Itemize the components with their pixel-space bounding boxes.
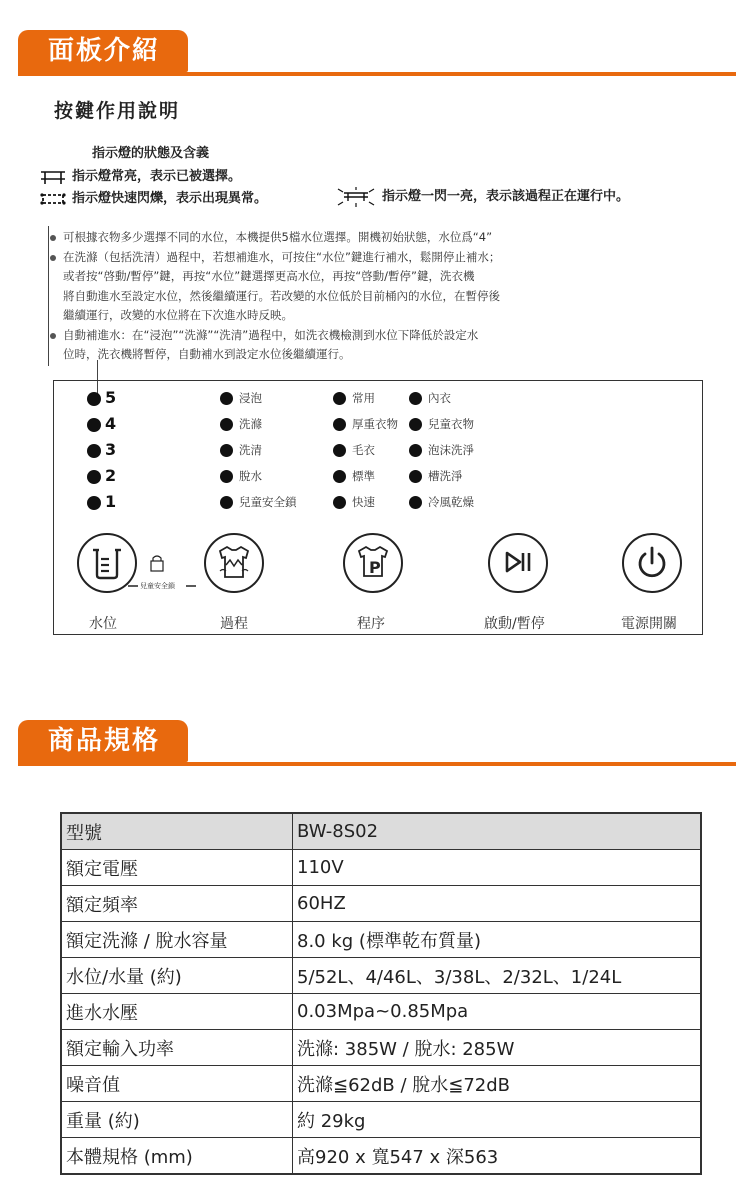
control-panel [53, 380, 703, 635]
lamp-fast-blink-icon [40, 192, 66, 206]
process-indicator [220, 385, 297, 411]
power-label: 電源開關 [621, 616, 677, 632]
process-indicator [220, 463, 297, 489]
child-lock-indicator [120, 553, 210, 593]
program-label: 標準 [352, 469, 375, 483]
table-row [61, 994, 701, 1030]
section-rule [18, 762, 736, 766]
indicator-dot [333, 470, 346, 483]
legend-blink-row [336, 185, 629, 207]
spec-value: 洗滌≦62dB / 脫水≦72dB [293, 1066, 702, 1102]
child-lock-label: 兒童安全鎖 [140, 582, 175, 590]
level-label: 1 [105, 492, 117, 511]
water-level-indicators [87, 385, 116, 515]
program-label: 內衣 [428, 391, 451, 405]
spec-table [60, 812, 702, 1175]
program-indicator [333, 437, 398, 463]
table-row [61, 1138, 701, 1175]
start-pause-label: 啟動/暫停 [484, 616, 545, 632]
legend-steady-row [40, 165, 241, 185]
table-row [61, 958, 701, 994]
note-line: 可根據衣物多少選擇不同的水位，本機提供5檔水位選擇。開機初始狀態，水位爲“4” [53, 228, 653, 248]
indicator-dot [333, 444, 346, 457]
process-label: 洗滌 [239, 417, 262, 431]
program-indicators-2 [409, 385, 474, 515]
spec-key: 型號 [61, 813, 293, 850]
level-label: 4 [105, 414, 117, 433]
spec-value: 洗滌: 385W / 脫水: 285W [293, 1030, 702, 1066]
spec-value: 60HZ [293, 886, 702, 922]
program-label: 常用 [352, 391, 375, 405]
spec-value: 高920 x 寬547 x 深563 [293, 1138, 702, 1175]
legend-heading: 指示燈的狀態及含義 [92, 146, 210, 161]
indicator-dot [87, 444, 101, 458]
level-label: 2 [105, 466, 117, 485]
spec-value: BW-8S02 [293, 813, 702, 850]
start-pause-button[interactable] [488, 533, 548, 593]
program-indicators-1 [333, 385, 398, 515]
spec-value: 110V [293, 850, 702, 886]
spec-key: 額定頻率 [61, 886, 293, 922]
indicator-dot [87, 496, 101, 510]
process-indicator [220, 411, 297, 437]
indicator-dot [409, 496, 422, 509]
indicator-dot [333, 392, 346, 405]
lamp-steady-icon [40, 169, 66, 185]
power-button[interactable] [622, 533, 682, 593]
process-label: 兒童安全鎖 [239, 495, 297, 509]
indicator-dot [220, 392, 233, 405]
indicator-dot [87, 418, 101, 432]
program-indicator [333, 489, 398, 515]
indicator-dot [409, 444, 422, 457]
section-title: 面板介紹 [18, 30, 188, 72]
power-icon [624, 535, 680, 591]
program-indicator [333, 411, 398, 437]
program-label: 快速 [352, 495, 375, 509]
legend-steady-text: 指示燈常亮，表示已被選擇。 [72, 169, 242, 184]
table-row [61, 1066, 701, 1102]
section-header-spec [18, 720, 736, 766]
spec-key: 額定洗滌 / 脫水容量 [61, 922, 293, 958]
note-line: 或者按“啓動/暫停”鍵，再按“水位”鍵選擇更高水位，再按“啓動/暫停”鍵，洗衣機 [63, 269, 475, 283]
spec-key: 額定電壓 [61, 850, 293, 886]
program-label: 冷風乾燥 [428, 495, 474, 509]
table-row [61, 1030, 701, 1066]
program-indicator [409, 463, 474, 489]
table-row [61, 813, 701, 850]
program-indicator [409, 437, 474, 463]
spec-key: 進水水壓 [61, 994, 293, 1030]
spec-value: 約 29kg [293, 1102, 702, 1138]
program-button-label: 程序 [357, 616, 385, 632]
note-line: 在洗滌（包括洗清）過程中，若想補進水，可按住“水位”鍵進行補水，鬆開停止補水； [53, 248, 653, 268]
callout-line [48, 226, 49, 366]
level-label: 5 [105, 388, 117, 407]
program-indicator [333, 385, 398, 411]
level-indicator [87, 489, 116, 515]
process-indicators [220, 385, 297, 515]
indicator-dot [333, 496, 346, 509]
process-button[interactable] [204, 533, 264, 593]
shirt-icon [206, 535, 262, 591]
legend-blink-text: 指示燈一閃一亮，表示該過程正在運行中。 [382, 189, 630, 204]
indicator-dot [409, 470, 422, 483]
spec-value: 5/52L、4/46L、3/38L、2/32L、1/24L [293, 958, 702, 994]
legend-fast-text: 指示燈快速閃爍，表示出現異常。 [72, 191, 268, 206]
lamp-blink-icon [336, 187, 376, 207]
indicator-dot [87, 470, 101, 484]
program-indicator [409, 411, 474, 437]
process-label: 脫水 [239, 469, 262, 483]
program-label: 厚重衣物 [352, 417, 398, 431]
indicator-dot [333, 418, 346, 431]
note-line: 繼續運行，改變的水位將在下次進水時反映。 [63, 308, 293, 322]
indicator-dot [220, 444, 233, 457]
level-label: 3 [105, 440, 117, 459]
table-row [61, 850, 701, 886]
indicator-dot [220, 470, 233, 483]
program-label: 泡沫洗淨 [428, 443, 474, 457]
indicator-dot [409, 392, 422, 405]
spec-key: 噪音值 [61, 1066, 293, 1102]
program-label: 毛衣 [352, 443, 375, 457]
spec-key: 本體規格 (mm) [61, 1138, 293, 1175]
spec-key: 額定輸入功率 [61, 1030, 293, 1066]
indicator-dot [87, 392, 101, 406]
play-pause-icon [490, 535, 546, 591]
note-line: 將自動進水至設定水位，然後繼續運行。若改變的水位低於目前桶內的水位，在暫停後 [63, 288, 500, 303]
section-header-panel [18, 30, 736, 76]
level-indicator [87, 411, 116, 437]
water-level-label: 水位 [89, 616, 117, 632]
program-indicator [409, 489, 474, 515]
garment-program-icon [345, 535, 401, 591]
indicator-dot [220, 418, 233, 431]
table-row [61, 1102, 701, 1138]
program-indicator [333, 463, 398, 489]
indicator-dot [220, 496, 233, 509]
spec-value: 8.0 kg (標準乾布質量) [293, 922, 702, 958]
program-button[interactable] [343, 533, 403, 593]
section-rule [18, 72, 736, 76]
level-indicator [87, 385, 116, 411]
legend-fast-row [40, 187, 267, 206]
level-indicator [87, 463, 116, 489]
process-label: 洗清 [239, 443, 262, 457]
spec-key: 水位/水量 (約) [61, 958, 293, 994]
table-row [61, 922, 701, 958]
usage-notes [53, 228, 653, 365]
program-label: 兒童衣物 [428, 417, 474, 431]
process-indicator [220, 437, 297, 463]
process-label: 過程 [220, 616, 248, 632]
note-line: 位時，洗衣機將暫停，自動補水到設定水位後繼續運行。 [63, 347, 351, 361]
key-description-title: 按鍵作用說明 [54, 100, 181, 122]
process-indicator [220, 489, 297, 515]
spec-key: 重量 (約) [61, 1102, 293, 1138]
section-title: 商品規格 [18, 720, 188, 762]
note-line: 自動補進水：在“浸泡”“洗滌”“洗清”過程中，如洗衣機檢測到水位下降低於設定水 [53, 326, 653, 346]
process-label: 浸泡 [239, 391, 262, 405]
table-row [61, 886, 701, 922]
program-label: 槽洗淨 [428, 469, 463, 483]
spec-value: 0.03Mpa~0.85Mpa [293, 994, 702, 1030]
svg-text:P: P [369, 558, 381, 577]
level-indicator [87, 437, 116, 463]
indicator-dot [409, 418, 422, 431]
program-indicator [409, 385, 474, 411]
